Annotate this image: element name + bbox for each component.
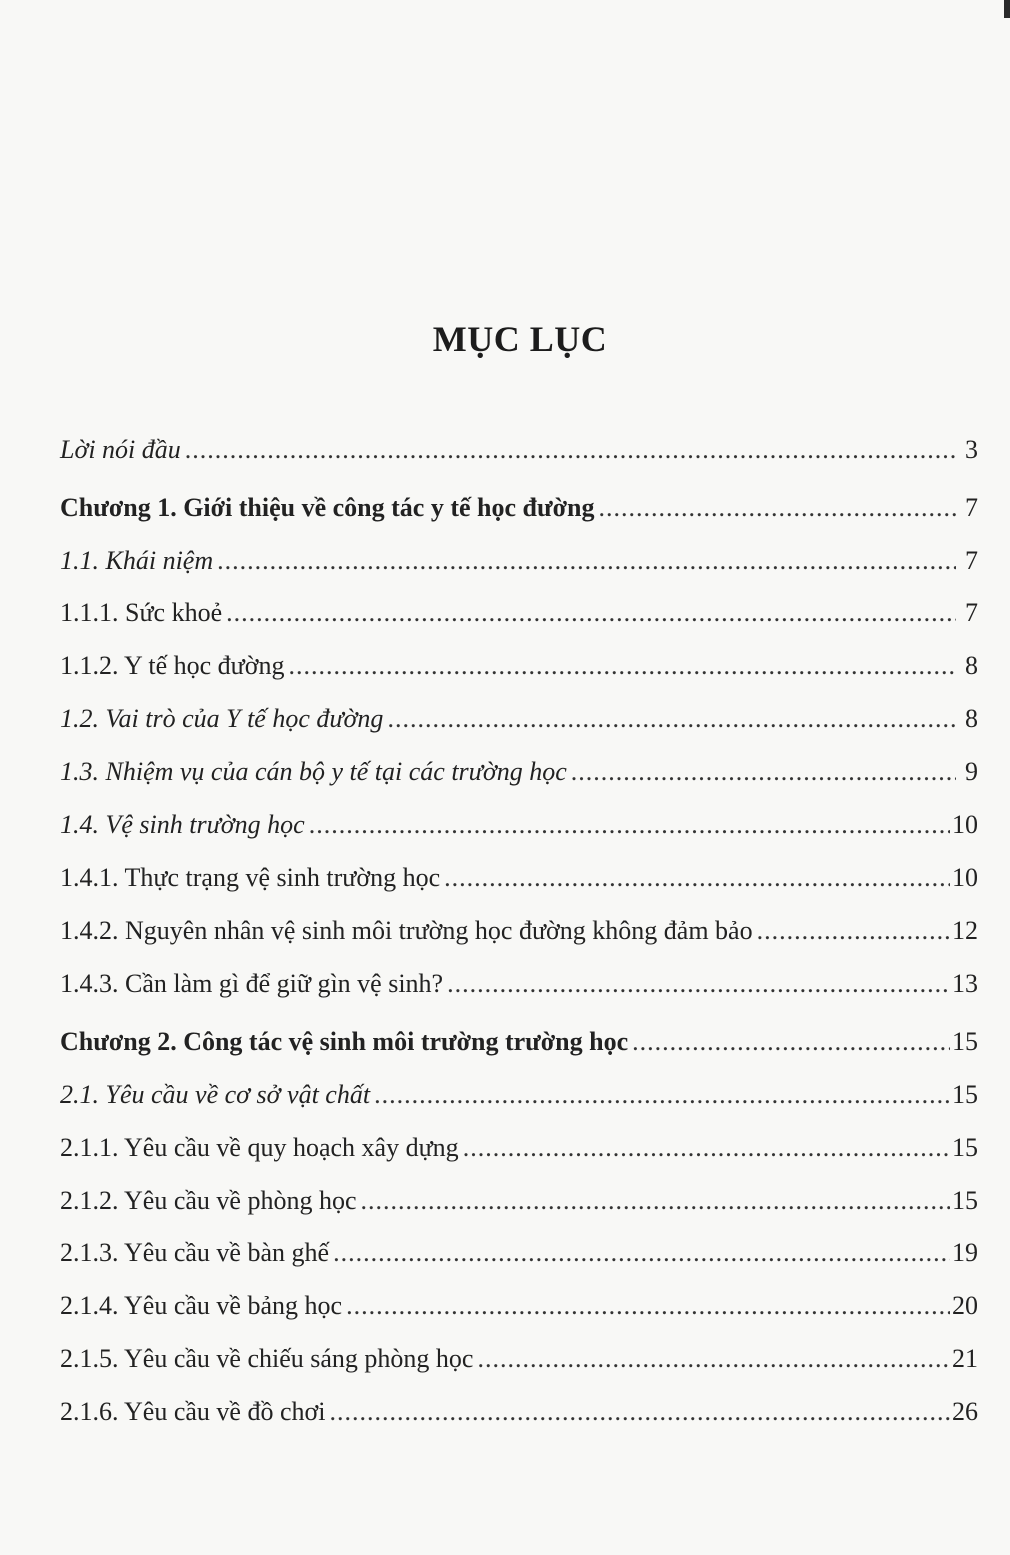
toc-entry-2-1 (60, 1075, 978, 1115)
leader-dots (374, 1075, 950, 1115)
toc-entry-label: 2.1.3. Yêu cầu về bàn ghế (60, 1238, 330, 1267)
leader-dots (185, 430, 956, 470)
toc-entry-label: 1.4. Vệ sinh trường học (60, 810, 305, 839)
page-title: MỤC LỤC (432, 319, 608, 359)
toc-entry-label: Chương 1. Giới thiệu về công tác y tế học đường (60, 493, 595, 522)
toc-entry-label: 1.4.2. Nguyên nhân vệ sinh môi trường học đường không đảm bảo (60, 916, 753, 945)
leader-dots (226, 593, 956, 633)
toc-entry-foreword (60, 430, 978, 470)
leader-dots (309, 805, 950, 845)
toc-entry-page: 13 (952, 969, 978, 998)
leader-dots (346, 1286, 950, 1326)
toc-entry-2-1-1 (60, 1128, 978, 1168)
toc-entry-label: 1.1.1. Sức khoẻ (60, 598, 223, 627)
toc-entry-page: 19 (952, 1238, 978, 1267)
toc-entry-label: Chương 2. Công tác vệ sinh môi trường trường học (60, 1027, 629, 1056)
toc-entry-page: 15 (952, 1186, 978, 1215)
toc-entry-label: 2.1.6. Yêu cầu về đồ chơi (60, 1397, 326, 1426)
toc-entry-2-1-6 (60, 1392, 978, 1432)
toc-entry-1-1-1 (60, 593, 978, 633)
toc-entry-page: 15 (952, 1027, 978, 1056)
leader-dots (329, 1392, 950, 1432)
toc-entry-chapter-2 (60, 1022, 978, 1062)
page-edge-mark (1004, 0, 1010, 18)
leader-dots (333, 1233, 950, 1273)
toc-entry-page: 10 (952, 863, 978, 892)
leader-dots (387, 699, 956, 739)
toc-entry-label: 2.1.4. Yêu cầu về bảng học (60, 1291, 343, 1320)
toc-entry-label: 1.2. Vai trò của Y tế học đường (60, 704, 384, 733)
toc-entry-page: 12 (952, 916, 978, 945)
toc-entry-1-3 (60, 752, 978, 792)
toc-entry-page: 9 (965, 757, 978, 786)
toc-entry-1-4-2 (60, 911, 978, 951)
toc-entry-1-1 (60, 541, 978, 581)
toc-entry-2-1-4 (60, 1286, 978, 1326)
toc-entry-2-1-5 (60, 1339, 978, 1379)
toc-entry-label: 2.1. Yêu cầu về cơ sở vật chất (60, 1080, 371, 1109)
toc-entry-2-1-2 (60, 1181, 978, 1221)
toc-entry-label: 1.4.1. Thực trạng vệ sinh trường học (60, 863, 441, 892)
toc-entry-1-4 (60, 805, 978, 845)
toc-entry-1-4-1 (60, 858, 978, 898)
toc-entry-label: 2.1.2. Yêu cầu về phòng học (60, 1186, 357, 1215)
toc-entry-page: 3 (965, 435, 978, 464)
leader-dots (463, 1128, 950, 1168)
leader-dots (217, 541, 956, 581)
toc-entry-label: 1.3. Nhiệm vụ của cán bộ y tế tại các trường học (60, 757, 567, 786)
toc-entry-1-4-3 (60, 964, 978, 1004)
leader-dots (447, 964, 950, 1004)
toc-entry-label: 2.1.5. Yêu cầu về chiếu sáng phòng học (60, 1344, 474, 1373)
toc-entry-label: 1.4.3. Cần làm gì để giữ gìn vệ sinh? (60, 969, 444, 998)
leader-dots (757, 911, 950, 951)
toc-entry-page: 7 (965, 546, 978, 575)
toc-entry-label: 1.1. Khái niệm (60, 546, 214, 575)
toc-entry-page: 26 (952, 1397, 978, 1426)
toc-entry-page: 20 (952, 1291, 978, 1320)
toc-entry-page: 21 (952, 1344, 978, 1373)
leader-dots (571, 752, 956, 792)
toc-entry-page: 10 (952, 810, 978, 839)
toc-entry-label: 1.1.2. Y tế học đường (60, 651, 285, 680)
leader-dots (361, 1181, 950, 1221)
toc-entry-page: 8 (965, 651, 978, 680)
toc-entry-page: 15 (952, 1133, 978, 1162)
toc-entry-1-1-2 (60, 646, 978, 686)
toc-entry-page: 7 (965, 598, 978, 627)
leader-dots (632, 1022, 950, 1062)
toc-entry-chapter-1 (60, 488, 978, 528)
toc-entry-2-1-3 (60, 1233, 978, 1273)
leader-dots (598, 488, 956, 528)
toc-entry-label: 2.1.1. Yêu cầu về quy hoạch xây dựng (60, 1133, 459, 1162)
toc-entry-page: 15 (952, 1080, 978, 1109)
leader-dots (444, 858, 950, 898)
toc-entry-1-2 (60, 699, 978, 739)
toc-entry-page: 8 (965, 704, 978, 733)
toc-entry-page: 7 (965, 493, 978, 522)
leader-dots (289, 646, 957, 686)
toc-entry-label: Lời nói đầu (60, 435, 181, 464)
leader-dots (477, 1339, 950, 1379)
